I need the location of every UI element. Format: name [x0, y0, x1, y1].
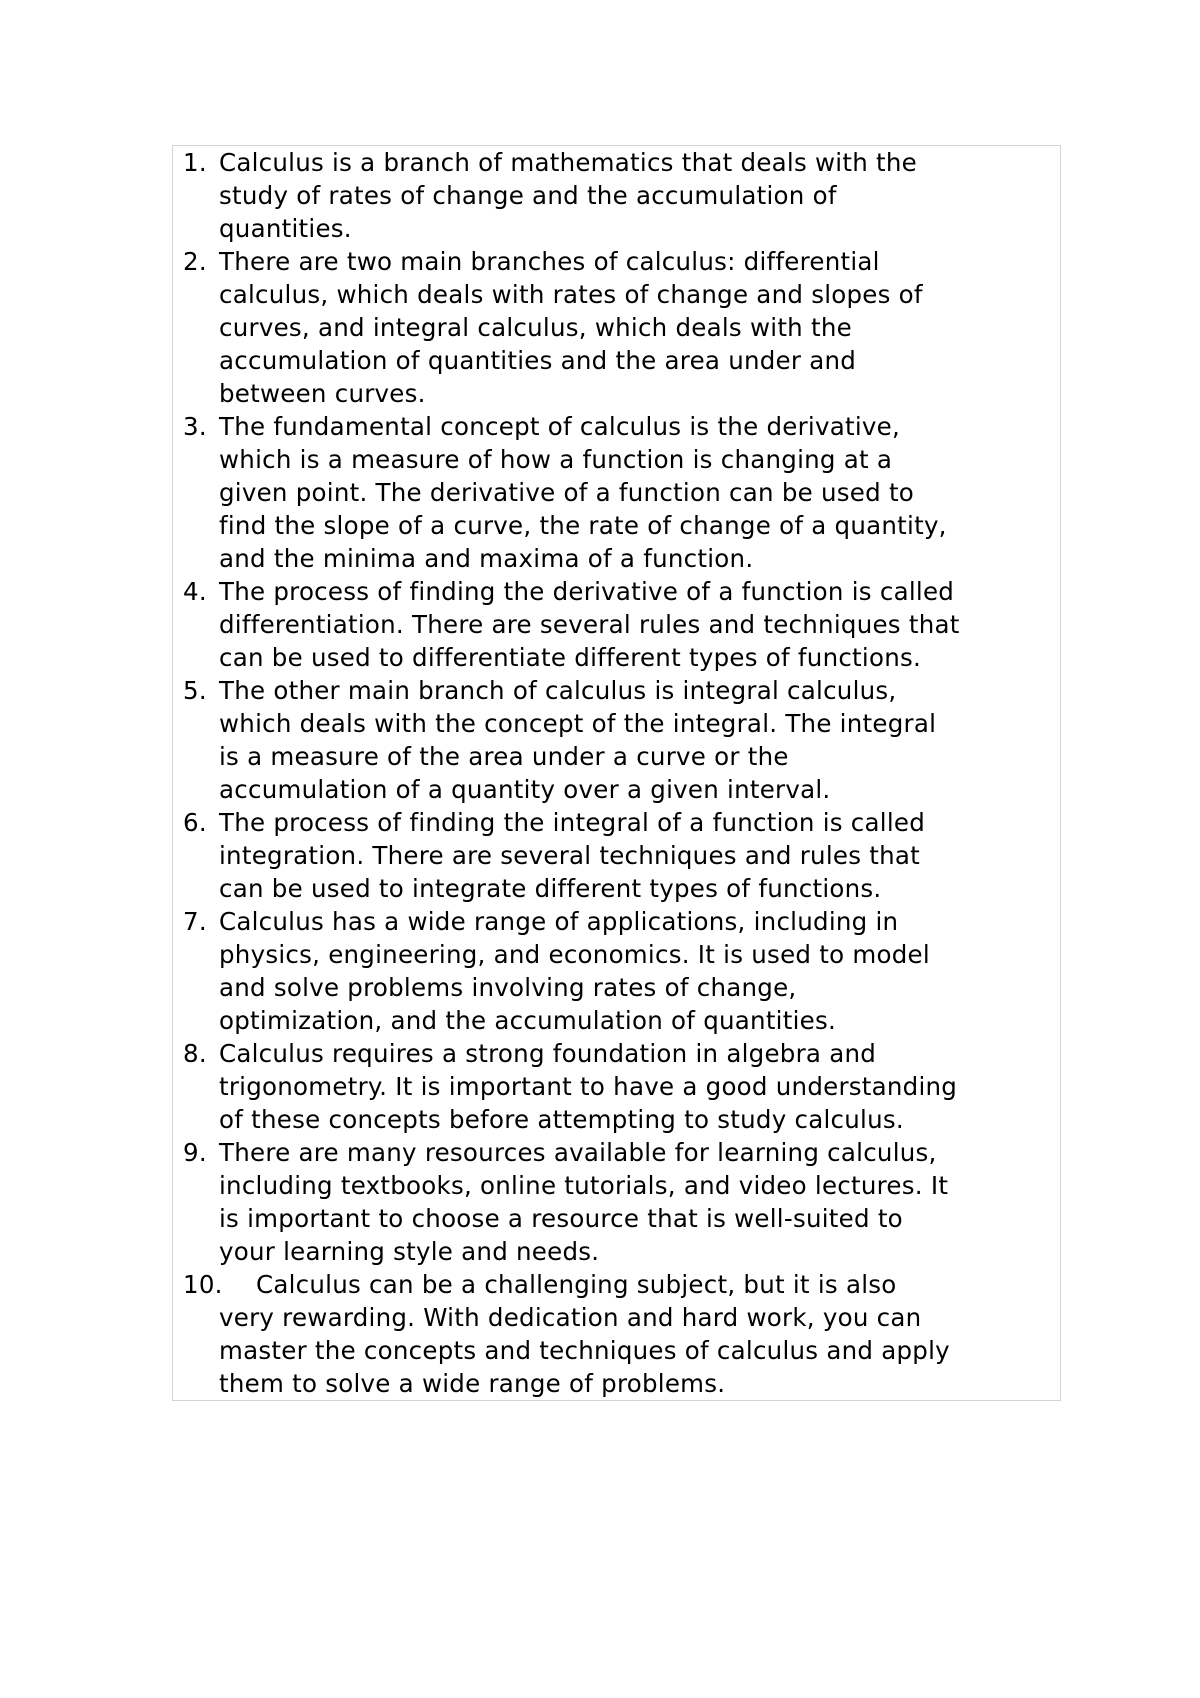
- list-item-line: calculus, which deals with rates of change and slopes of: [219, 280, 923, 309]
- list-item-line: Calculus is a branch of mathematics that deals with the: [219, 148, 917, 177]
- list-item-line: very rewarding. With dedication and hard work, you can: [219, 1303, 922, 1332]
- list-item-number: 10.: [183, 1270, 223, 1299]
- list-item-line: which is a measure of how a function is changing at a: [219, 445, 893, 474]
- list-item-line: is important to choose a resource that is well-suited to: [219, 1204, 903, 1233]
- list-item-number: 7.: [183, 907, 207, 936]
- list-item-line: The fundamental concept of calculus is the derivative,: [219, 412, 900, 441]
- list-item-line: given point. The derivative of a function can be used to: [219, 478, 915, 507]
- list-item-line: There are many resources available for learning calculus,: [219, 1138, 937, 1167]
- list-item: [183, 410, 1063, 575]
- list-item-number: 6.: [183, 808, 207, 837]
- list-item: [183, 806, 1063, 905]
- list-item-line: The other main branch of calculus is integral calculus,: [219, 676, 897, 705]
- list-item: [183, 575, 1063, 674]
- list-item-line: Calculus has a wide range of applications, including in: [219, 907, 899, 936]
- list-item-line: including textbooks, online tutorials, and video lectures. It: [219, 1171, 949, 1200]
- list-item-line: your learning style and needs.: [219, 1237, 600, 1266]
- list-item-line: physics, engineering, and economics. It is used to model: [219, 940, 930, 969]
- list-item-line: curves, and integral calculus, which deals with the: [219, 313, 852, 342]
- list-item: [183, 1037, 1063, 1136]
- list-item-line: find the slope of a curve, the rate of change of a quantity,: [219, 511, 947, 540]
- list-item-number: 3.: [183, 412, 207, 441]
- list-item-number: 4.: [183, 577, 207, 606]
- list-item: [183, 1268, 1063, 1400]
- numbered-list: [183, 146, 1063, 1400]
- list-item: [183, 245, 1063, 410]
- list-item-line: and the minima and maxima of a function.: [219, 544, 754, 573]
- list-item-line: is a measure of the area under a curve or the: [219, 742, 789, 771]
- list-item-line: The process of finding the derivative of a function is called: [219, 577, 955, 606]
- list-item-line: trigonometry. It is important to have a good understanding: [219, 1072, 958, 1101]
- list-item-line: between curves.: [219, 379, 426, 408]
- list-item-line: master the concepts and techniques of calculus and apply: [219, 1336, 950, 1365]
- list-item-line: of these concepts before attempting to study calculus.: [219, 1105, 904, 1134]
- list-item-number: 8.: [183, 1039, 207, 1068]
- list-item-line: Calculus requires a strong foundation in algebra and: [219, 1039, 877, 1068]
- list-item-line: integration. There are several techniques and rules that: [219, 841, 921, 870]
- list-item-number: 5.: [183, 676, 207, 705]
- list-item: [183, 146, 1063, 245]
- list-item-line: can be used to differentiate different types of functions.: [219, 643, 922, 672]
- list-item-line: quantities.: [219, 214, 352, 243]
- list-item: [183, 905, 1063, 1037]
- list-item-line: study of rates of change and the accumulation of: [219, 181, 837, 210]
- list-item-line: and solve problems involving rates of change,: [219, 973, 797, 1002]
- list-item: [183, 1136, 1063, 1268]
- list-item-line: Calculus can be a challenging subject, but it is also: [256, 1270, 897, 1299]
- list-item-line: accumulation of a quantity over a given interval.: [219, 775, 831, 804]
- list-item-line: them to solve a wide range of problems.: [219, 1369, 726, 1398]
- list-item-line: There are two main branches of calculus: differential: [219, 247, 880, 276]
- list-item-line: differentiation. There are several rules and techniques that: [219, 610, 960, 639]
- list-item-line: accumulation of quantities and the area under and: [219, 346, 857, 375]
- list-item-line: which deals with the concept of the integral. The integral: [219, 709, 937, 738]
- list-item-line: The process of finding the integral of a function is called: [219, 808, 926, 837]
- list-item-number: 2.: [183, 247, 207, 276]
- list-item-number: 9.: [183, 1138, 207, 1167]
- list-item-line: can be used to integrate different types of functions.: [219, 874, 882, 903]
- list-item-number: 1.: [183, 148, 207, 177]
- list-item: [183, 674, 1063, 806]
- list-item-line: optimization, and the accumulation of quantities.: [219, 1006, 837, 1035]
